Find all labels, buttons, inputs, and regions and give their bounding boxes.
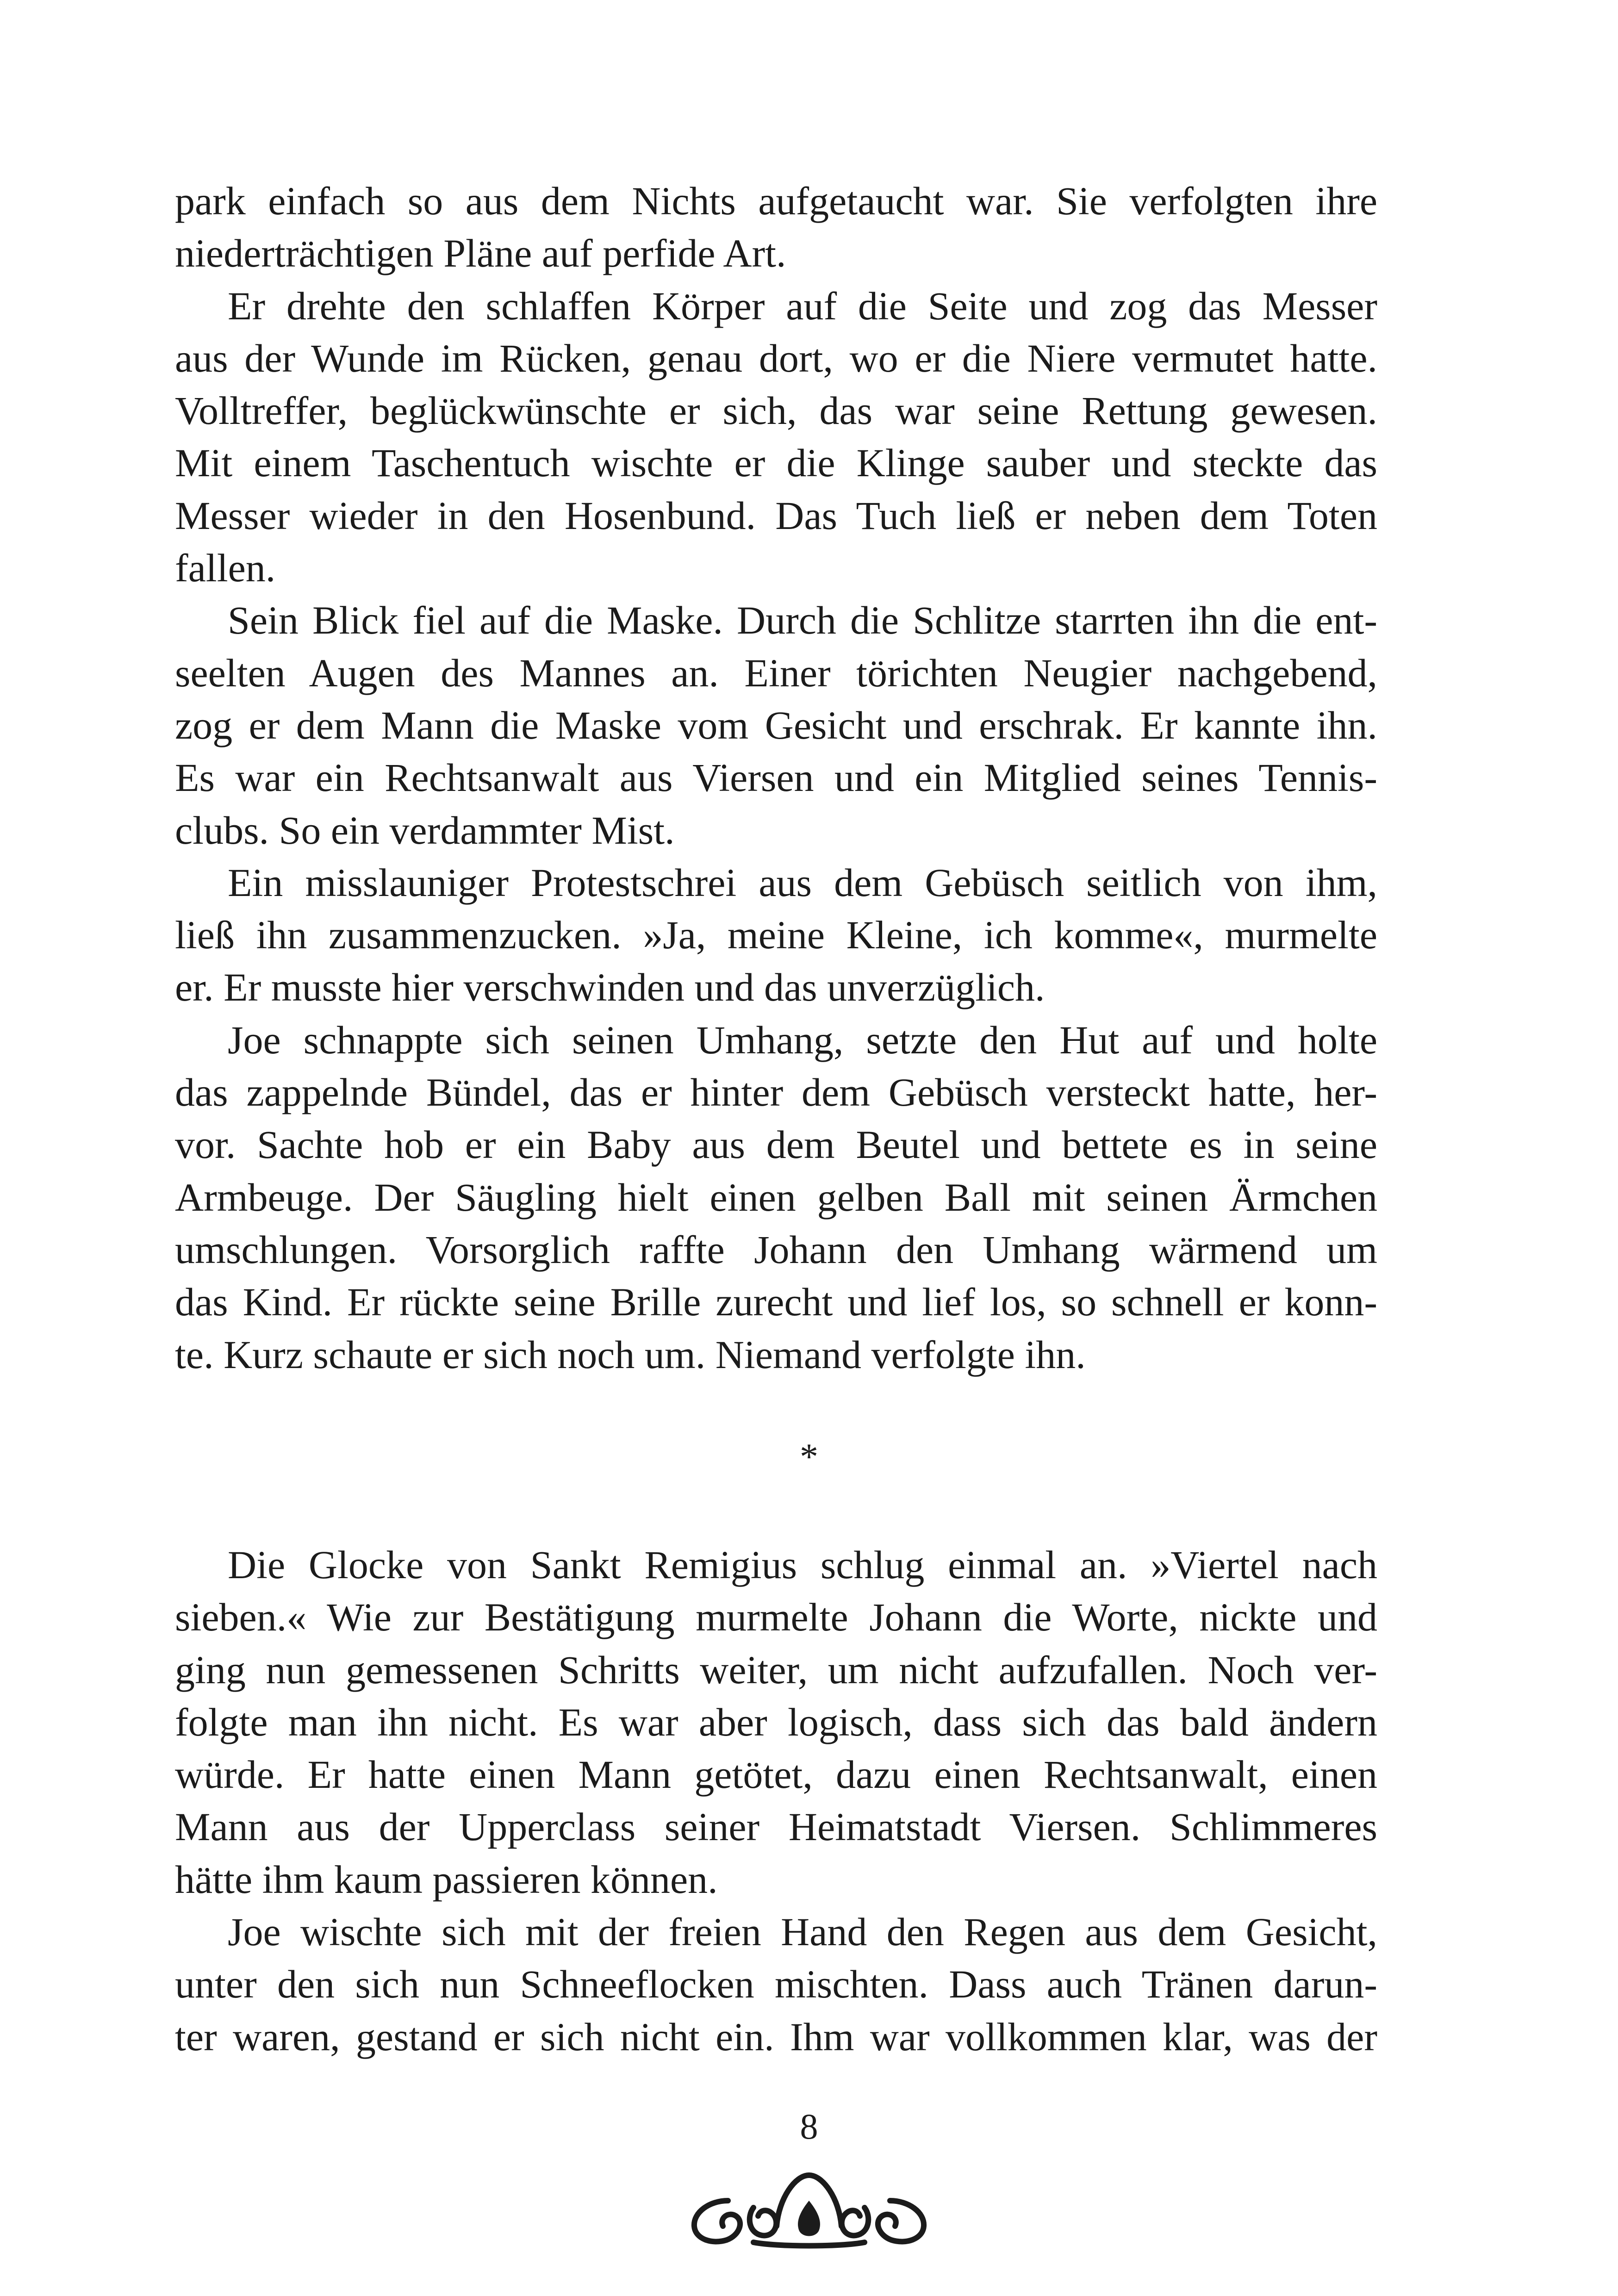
text-line: ging nun gemessenen Schritts weiter, um nicht aufzufallen. Noch ver- — [175, 1647, 1377, 1692]
text-line: Messer wieder in den Hosenbund. Das Tuch ließ er neben dem Toten — [175, 493, 1377, 538]
page-number: 8 — [800, 2106, 818, 2147]
text-section-1 — [175, 175, 1377, 1381]
text-line: aus der Wunde im Rücken, genau dort, wo er die Niere vermutet hatte. — [175, 336, 1377, 380]
text-line: unter den sich nun Schneeflocken mischten. Dass auch Tränen darun- — [175, 1962, 1377, 2007]
text-line: fallen. — [175, 546, 276, 591]
text-line: vor. Sachte hob er ein Baby aus dem Beutel und bettete es in seine — [175, 1122, 1377, 1167]
text-line: Armbeuge. Der Säugling hielt einen gelben Ball mit seinen Ärmchen — [175, 1175, 1377, 1220]
text-line: umschlungen. Vorsorglich raffte Johann den Umhang wärmend um — [175, 1227, 1377, 1272]
text-line: clubs. So ein verdammter Mist. — [175, 808, 675, 852]
section-separator: * — [800, 1437, 818, 1477]
text-line: Die Glocke von Sankt Remigius schlug einmal an. »Viertel nach — [228, 1543, 1377, 1587]
text-line: er. Er musste hier verschwinden und das unverzüglich. — [175, 965, 1045, 1010]
flourish-ornament-icon — [684, 2157, 934, 2249]
text-line: folgte man ihn nicht. Es war aber logisch, dass sich das bald ändern — [175, 1699, 1377, 1744]
text-line: Ein misslauniger Protestschrei aus dem Gebüsch seitlich von ihm, — [228, 860, 1377, 905]
text-line: Mann aus der Upperclass seiner Heimatstadt Viersen. Schlimmeres — [175, 1804, 1377, 1849]
text-line: würde. Er hatte einen Mann getötet, dazu einen Rechtsanwalt, einen — [175, 1752, 1377, 1797]
text-line: ließ ihn zusammenzucken. »Ja, meine Kleine, ich komme«, murmelte — [175, 913, 1377, 958]
text-line: park einfach so aus dem Nichts aufgetaucht war. Sie verfolgten ihre — [175, 179, 1377, 223]
text-line: niederträchtigen Pläne auf perfide Art. — [175, 231, 786, 276]
text-line: das zappelnde Bündel, das er hinter dem Gebüsch versteckt hatte, her- — [175, 1070, 1377, 1115]
text-line: zog er dem Mann die Maske vom Gesicht und erschrak. Er kannte ihn. — [175, 703, 1377, 747]
text-line: Er drehte den schlaffen Körper auf die Seite und zog das Messer — [228, 283, 1377, 328]
text-line: Volltreffer, beglückwünschte er sich, das war seine Rettung gewesen. — [175, 388, 1377, 433]
text-line: ter waren, gestand er sich nicht ein. Ihm war vollkommen klar, was der — [175, 2014, 1377, 2059]
text-line: Mit einem Taschentuch wischte er die Klinge sauber und steckte das — [175, 441, 1377, 485]
text-line: hätte ihm kaum passieren können. — [175, 1857, 718, 1902]
text-line: sieben.« Wie zur Bestätigung murmelte Johann die Worte, nickte und — [175, 1595, 1377, 1640]
text-line: Joe wischte sich mit der freien Hand den Regen aus dem Gesicht, — [228, 1910, 1377, 1954]
text-line: Es war ein Rechtsanwalt aus Viersen und ein Mitglied seines Tennis- — [175, 755, 1377, 800]
text-section-2 — [175, 1539, 1377, 2063]
text-line: seelten Augen des Mannes an. Einer törichten Neugier nachgebend, — [175, 650, 1377, 695]
text-line: Sein Blick fiel auf die Maske. Durch die Schlitze starrten ihn die ent- — [228, 598, 1377, 643]
text-line: das Kind. Er rückte seine Brille zurecht und lief los, so schnell er konn- — [175, 1280, 1377, 1325]
text-line: te. Kurz schaute er sich noch um. Niemand verfolgte ihn. — [175, 1332, 1086, 1377]
text-line: Joe schnappte sich seinen Umhang, setzte den Hut auf und holte — [228, 1017, 1377, 1062]
